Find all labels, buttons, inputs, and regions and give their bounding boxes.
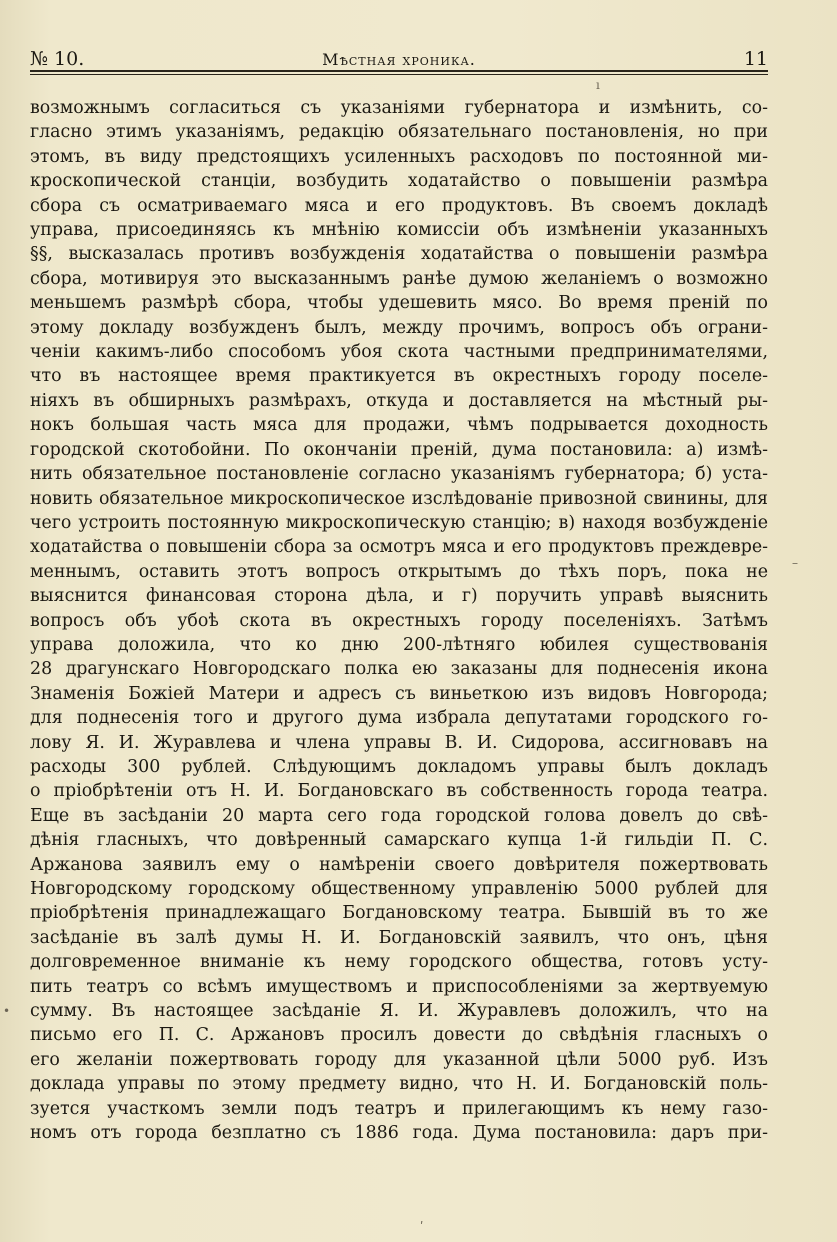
- text-line: сбора, мотивируя это высказаннымъ ранѣе думою желаніемъ о возможно: [30, 268, 768, 289]
- text-line: меньшемъ размѣрѣ сбора, чтобы удешевить мясо. Во время преній по: [30, 293, 768, 314]
- print-speck: ı: [596, 78, 600, 92]
- page-number: 11: [743, 48, 768, 70]
- text-line: ходатайства о повышеніи сбора за осмотръ мяса и его продуктовъ преждевре-: [30, 537, 768, 558]
- text-line: гласно этимъ указаніямъ, редакцію обязательнаго постановленія, но при: [30, 122, 768, 143]
- print-speck: •: [3, 1004, 11, 1018]
- text-line: долговременное вниманіе къ нему городского общества, готовъ усту-: [30, 952, 768, 973]
- text-line: его желаніи пожертвовать городу для указанной цѣли 5000 руб. Изъ: [30, 1049, 768, 1070]
- text-line: городской скотобойни. По окончаніи преній, дума постановила: а) измѣ-: [30, 439, 768, 460]
- text-line: дѣнія гласныхъ, что довѣренный самарскаго купца 1-й гильдіи П. С.: [30, 830, 768, 851]
- issue-number: № 10.: [30, 48, 85, 70]
- print-speck: ʹ: [420, 1220, 424, 1234]
- text-line: §§, высказалась противъ возбужденія ходатайства о повышеніи размѣра: [30, 244, 768, 265]
- text-line: Еще въ засѣданіи 20 марта сего года городской голова довелъ до свѣ-: [30, 805, 768, 826]
- text-line: Знаменія Божіей Матери и адресъ съ виньеткою изъ видовъ Новгорода;: [30, 683, 768, 704]
- header-rule: [30, 70, 768, 72]
- text-line: письмо его П. С. Аржановъ просилъ довести до свѣдѣнія гласныхъ о: [30, 1025, 768, 1046]
- text-line: сумму. Въ настоящее засѣданіе Я. И. Журавлевъ доложилъ, что на: [30, 1001, 768, 1022]
- text-line: возможнымъ согласиться съ указаніями губернатора и измѣнить, со-: [30, 98, 768, 118]
- text-line: вопросъ объ убоѣ скота въ окрестныхъ городу поселеніяхъ. Затѣмъ: [30, 610, 768, 631]
- text-line: выяснится финансовая сторона дѣла, и г) поручить управѣ выяснить: [30, 586, 768, 607]
- text-line: нить обязательное постановленіе согласно указаніямъ губернатора; б) уста-: [30, 464, 768, 485]
- text-line: 28 драгунскаго Новгородскаго полка ею заказаны для поднесенія икона: [30, 659, 768, 680]
- text-line: этому докладу возбужденъ былъ, между прочимъ, вопросъ объ ограни-: [30, 317, 768, 338]
- text-line: ченіи какимъ-либо способомъ убоя скота частными предпринимателями,: [30, 342, 768, 363]
- text-line: для поднесенія того и другого дума избрала депутатами городского го-: [30, 708, 768, 729]
- text-line: Аржанова заявилъ ему о намѣреніи своего довѣрителя пожертвовать: [30, 854, 768, 875]
- print-speck: –: [792, 556, 798, 570]
- text-line: управа доложила, что ко дню 200-лѣтняго юбилея существованія: [30, 634, 768, 655]
- text-line: расходы 300 рублей. Слѣдующимъ докладомъ управы былъ докладъ: [30, 756, 768, 777]
- text-line: кроскопической станціи, возбудить ходатайство о повышеніи размѣра: [30, 171, 768, 192]
- text-line: этомъ, въ виду предстоящихъ усиленныхъ расходовъ по постоянной ми-: [30, 146, 768, 167]
- text-line: сбора съ осматриваемаго мяса и его продуктовъ. Въ своемъ докладѣ: [30, 195, 768, 216]
- text-line: номъ отъ города безплатно съ 1886 года. Дума постановила: даръ при-: [30, 1123, 768, 1144]
- text-line: Новгородскому городскому общественному управленію 5000 рублей для: [30, 879, 768, 899]
- text-line: зуется участкомъ земли подъ театръ и прилегающимъ къ нему газо-: [30, 1098, 768, 1119]
- text-line: засѣданіе въ залѣ думы Н. И. Богдановскій заявилъ, что онъ, цѣня: [30, 927, 768, 948]
- text-line: управа, присоединяясь къ мнѣнію комиссіи объ измѣненіи указанныхъ: [30, 220, 768, 241]
- section-title: Мѣстная хроника.: [322, 50, 476, 69]
- text-line: доклада управы по этому предмету видно, что Н. И. Богдановскій поль-: [30, 1074, 768, 1095]
- body-text: [30, 96, 768, 1145]
- text-line: лову Я. И. Журавлева и члена управы В. И. Сидорова, ассигновавъ на: [30, 732, 768, 753]
- text-line: нокъ большая часть мяса для продажи, чѣмъ подрывается доходность: [30, 415, 768, 436]
- text-line: чего устроить постоянную микроскопическую станцію; в) находя возбужденіе: [30, 512, 768, 533]
- text-line: пить театръ со всѣмъ имуществомъ и приспособленіями за жертвуемую: [30, 976, 768, 997]
- header-rule-thin: [30, 74, 768, 75]
- text-line: ніяхъ въ обширныхъ размѣрахъ, откуда и доставляется на мѣстный ры-: [30, 390, 768, 411]
- text-line: о пріобрѣтеніи отъ Н. И. Богдановскаго въ собственность города театра.: [30, 781, 768, 802]
- text-line: что въ настоящее время практикуется въ окрестныхъ городу поселе-: [30, 366, 768, 387]
- text-line: пріобрѣтенія принадлежащаго Богдановскому театра. Бывшій въ то же: [30, 903, 768, 924]
- text-line: меннымъ, оставить этотъ вопросъ открытымъ до тѣхъ поръ, пока не: [30, 561, 768, 582]
- text-line: новить обязательное микроскопическое изслѣдованіе привозной свинины, для: [30, 488, 768, 509]
